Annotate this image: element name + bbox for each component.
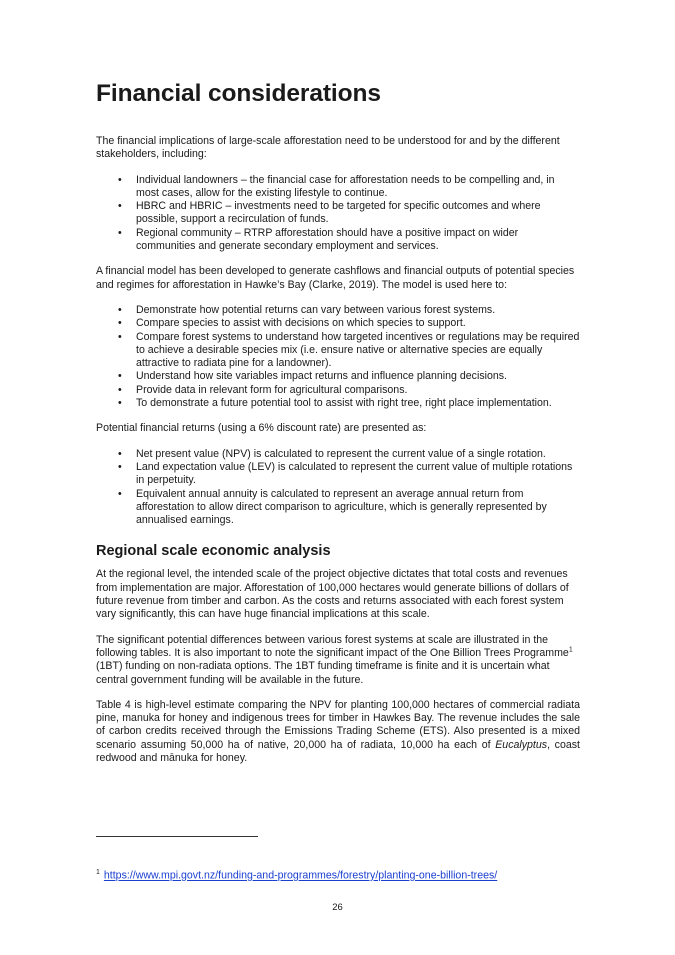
model-paragraph: A financial model has been developed to generate cashflows and financial outputs of potential species and regimes for afforestation in Hawke’s Bay (Clarke, 2019). The model is used here to:: [96, 265, 575, 291]
list-item: • Regional community – RTRP afforestation should have a positive impact on wider communities and generate secondary employment and services.: [118, 226, 519, 253]
bullet-icon: •: [118, 330, 122, 343]
intro-paragraph: The financial implications of large-scale afforestation need to be understood for and by the different stakeholders, including:: [96, 135, 560, 161]
footnote-reference[interactable]: 1: [568, 646, 573, 654]
list-item: • Land expectation value (LEV) is calculated to represent the current value of multiple rotations in perpetuity.: [118, 460, 573, 487]
footnote-link[interactable]: https://www.mpi.govt.nz/funding-and-programmes/forestry/planting-one-billion-trees/: [103, 869, 498, 882]
list-item: • Provide data in relevant form for agricultural comparisons.: [118, 383, 408, 396]
list-item: • Individual landowners – the financial case for afforestation needs to be compelling and, in most cases, allow for the existing lifestyle to continue.: [118, 173, 555, 199]
returns-list: [96, 448, 580, 528]
page-title: Financial considerations: [96, 80, 381, 107]
bullet-icon: •: [118, 173, 122, 186]
list-item: • Equivalent annual annuity is calculated to represent an average annual return from afforestation to allow direct comparison to agriculture, which is generally represented by annualised earnings.: [118, 487, 547, 527]
footnote-divider: [96, 836, 258, 837]
regional-paragraph-1: At the regional level, the intended scale of the project objective dictates that total costs and revenues from implementation are major. Afforestation of 100,000 hectares would generate billions of dollars of future revenue from timber and carbon. As the costs and returns associated with each forest system vary significantly, this can have huge financial implications at this scale.: [96, 568, 569, 621]
bullet-icon: •: [118, 487, 122, 500]
bullet-icon: •: [118, 397, 122, 410]
bullet-icon: •: [118, 370, 122, 383]
returns-paragraph: Potential financial returns (using a 6% discount rate) are presented as:: [96, 422, 427, 435]
footnote-number: 1: [96, 869, 100, 876]
bullet-icon: •: [118, 200, 122, 213]
list-item: • HBRC and HBRIC – investments need to be targeted for specific outcomes and where possible, support a recirculation of funds.: [118, 200, 541, 226]
list-item: • Net present value (NPV) is calculated to represent the current value of a single rotation.: [118, 447, 546, 460]
stakeholder-list: [96, 174, 580, 254]
bullet-icon: •: [118, 226, 122, 239]
page-number: 26: [332, 902, 343, 913]
bullet-icon: •: [118, 460, 122, 473]
list-item: • Understand how site variables impact returns and influence planning decisions.: [118, 370, 507, 383]
bullet-icon: •: [118, 303, 122, 316]
list-item: • Demonstrate how potential returns can vary between various forest systems.: [118, 303, 496, 316]
regional-paragraph-2: The significant potential differences between various forest systems at scale are illustrated in the following tables. It is also important to note the significant impact of the One Billion Trees Programme$^1$ (1BT) funding on non-radiata options. The 1BT funding timeframe is finite and it is uncertain what central government funding will be available in the future.: [96, 633, 573, 686]
list-item: • Compare species to assist with decisions on which species to support.: [118, 317, 466, 330]
footnote: [96, 866, 497, 883]
bullet-icon: •: [118, 317, 122, 330]
list-item: • Compare forest systems to understand how targeted incentives or regulations may be required to achieve a desirable species mix (i.e. ensure native or alternative species are equally attractive to radiata pine for a landowner).: [118, 330, 580, 370]
page-content: [96, 76, 580, 777]
model-uses-list: [96, 304, 580, 410]
list-item: • To demonstrate a future potential tool to assist with right tree, right place implementation.: [118, 397, 552, 410]
regional-paragraph-3: Table 4 is high-level estimate comparing the NPV for planting 100,000 hectares of commercial radiata pine, manuka for honey and indigenous trees for timber in Hawkes Bay. The revenue includes the sale of carbon credits received through the Emissions Trading Scheme (ETS). Also presented is a mixed scenario assuming 50,000 ha of native, 20,000 ha of radiata, 10,000 ha each of Eucalyptus, coast redwood and mānuka for honey.: [96, 698, 580, 764]
bullet-icon: •: [118, 383, 122, 396]
bullet-icon: •: [118, 447, 122, 460]
section-heading: Regional scale economic analysis: [96, 543, 331, 560]
